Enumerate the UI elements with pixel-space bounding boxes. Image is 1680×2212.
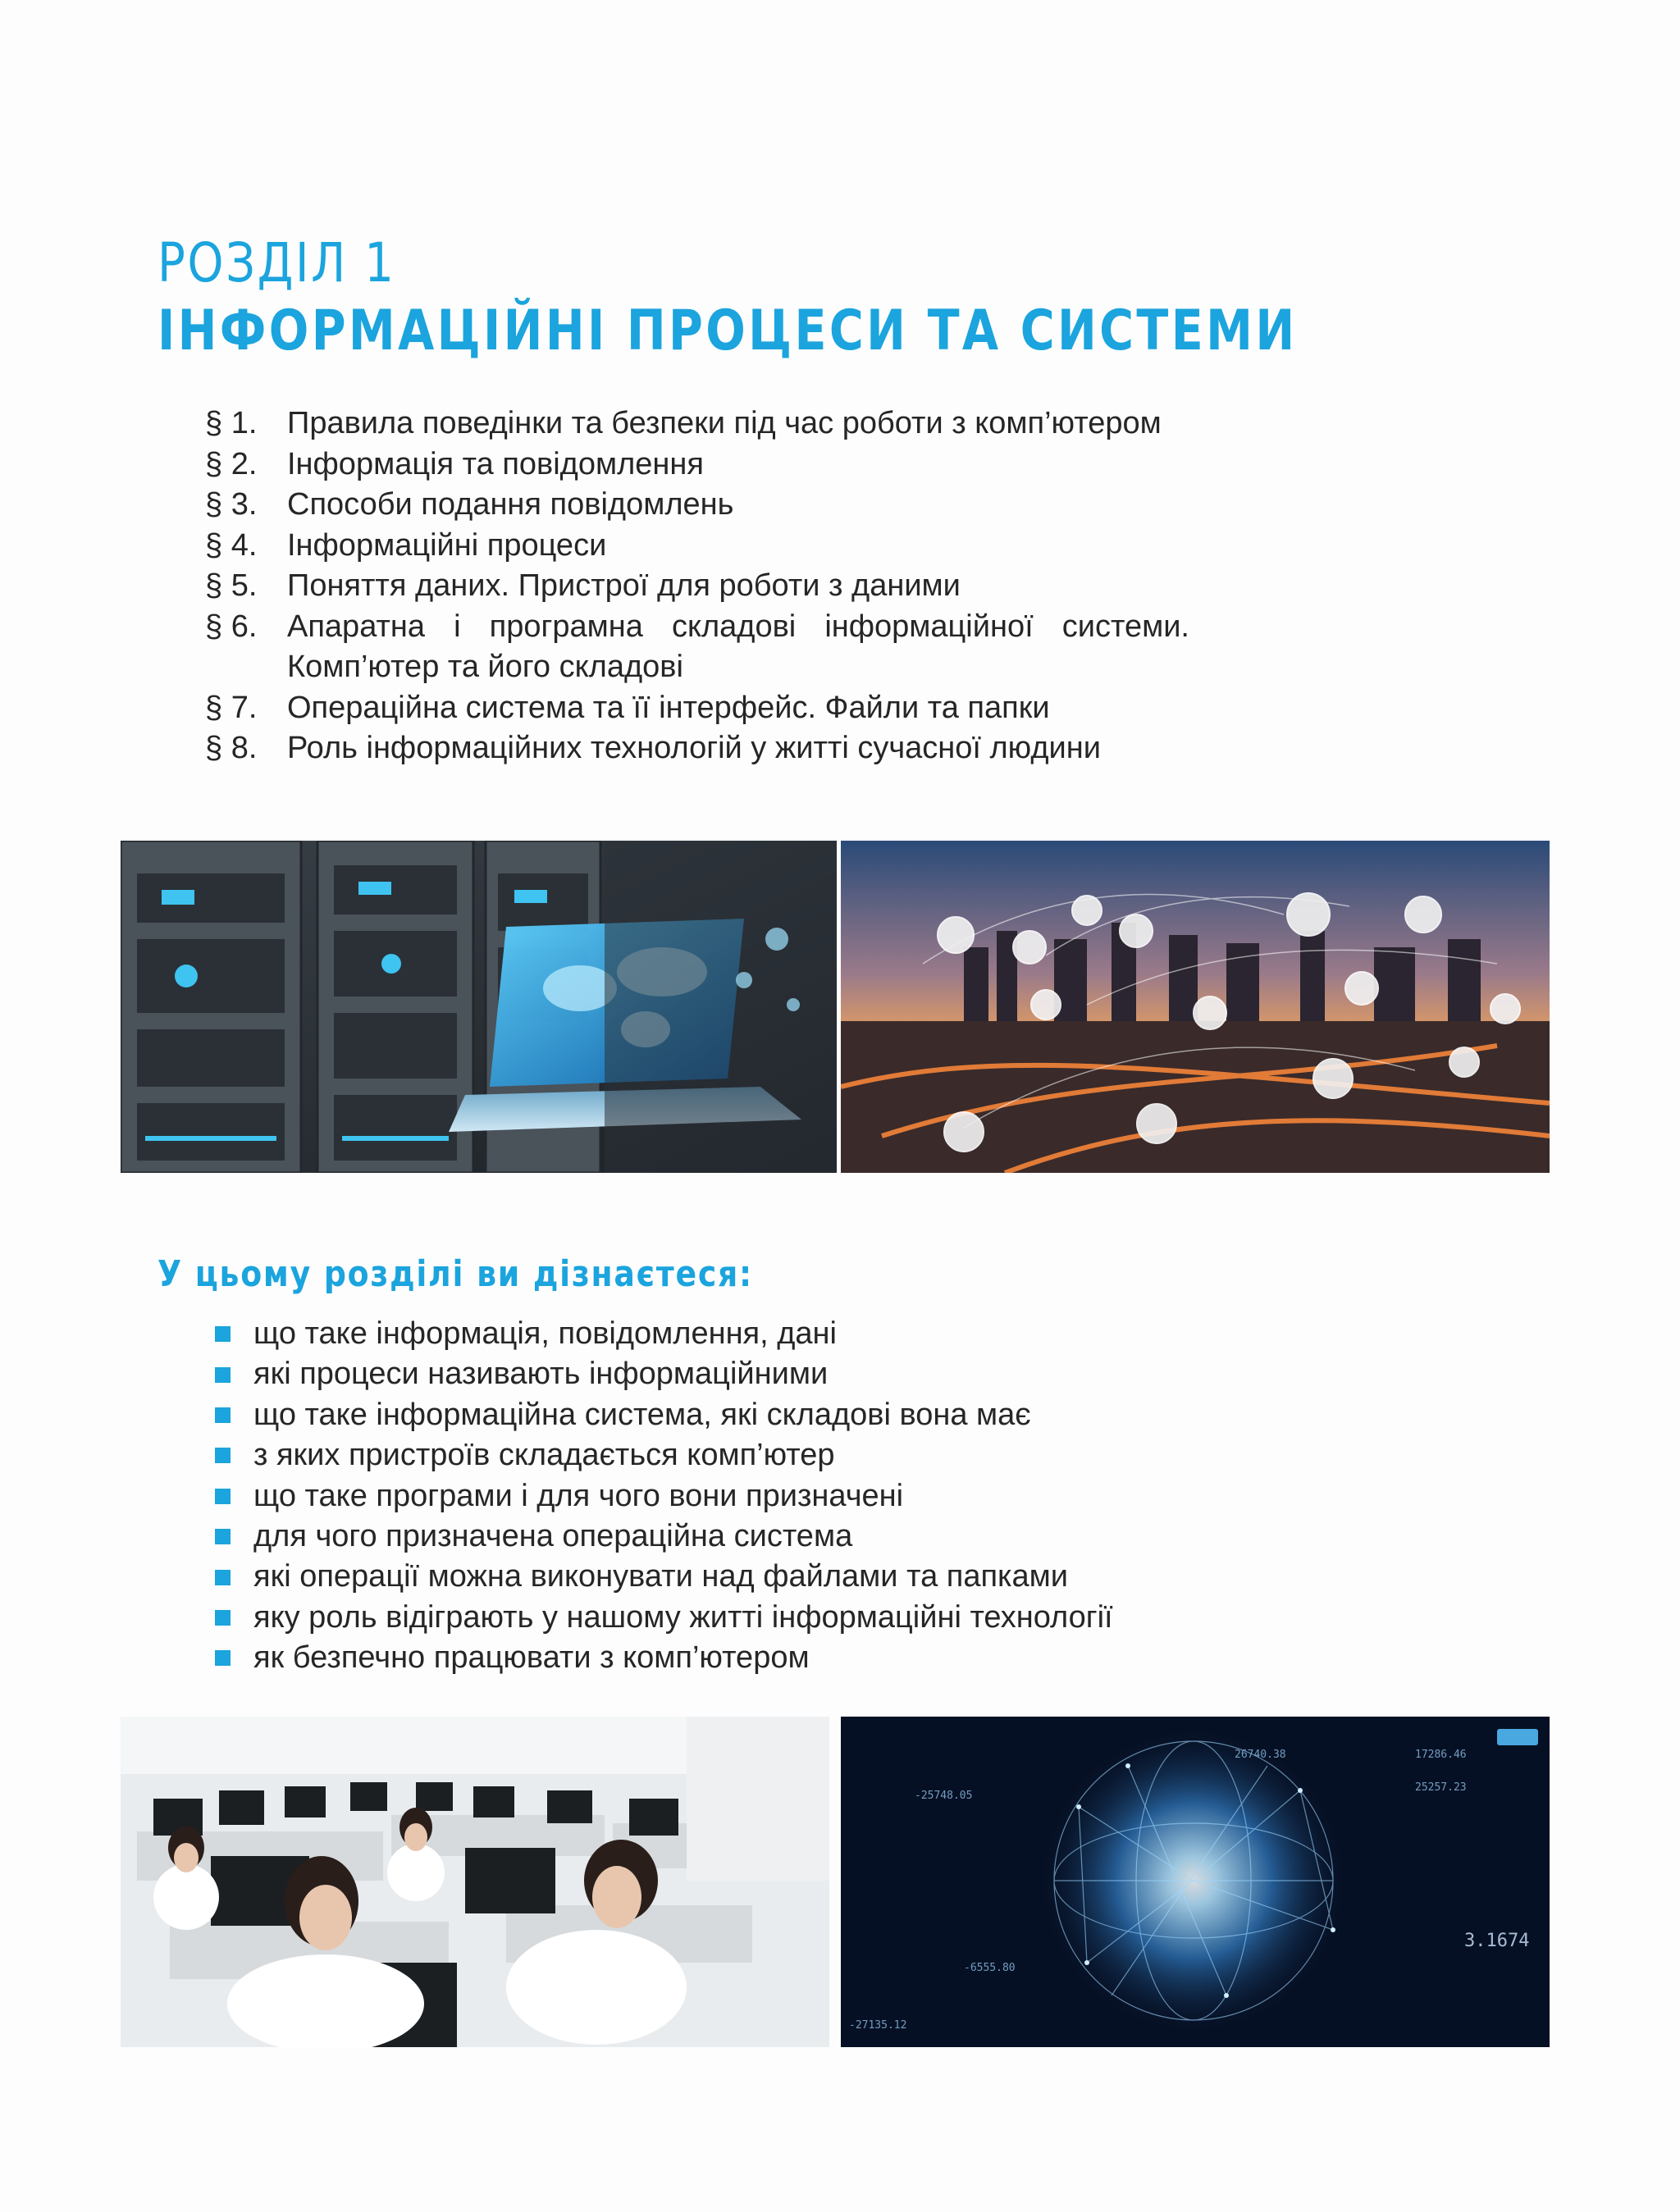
photo-server-room [121,841,837,1173]
square-bullet-icon [215,1407,231,1423]
toc-number: § 3. [205,487,258,522]
toc-number: § 1. [205,406,258,440]
list-item [215,1476,1199,1516]
toc-item[interactable] [205,526,1189,567]
toc-number: § 4. [205,527,258,563]
chapter-label: РОЗДІЛ 1 [158,231,396,294]
square-bullet-icon [215,1367,231,1383]
number-text: 3.1674 [1464,1931,1530,1951]
number-text: -25748.05 [915,1790,973,1802]
toc-number: § 2. [205,446,258,481]
toc-item[interactable] [205,688,1189,729]
toc-title: Поняття даних. Пристрої для роботи з даними [287,568,961,603]
toc-item[interactable] [205,607,1189,688]
toc-number: § 6. [205,609,258,644]
square-bullet-icon [215,1489,231,1504]
list-item [215,1354,1199,1394]
list-item-text: для чого призначена операційна система [253,1519,853,1554]
list-item-text: що таке інформація, повідомлення, дані [253,1316,837,1351]
table-of-contents [205,404,1189,769]
toc-item[interactable] [205,566,1189,607]
toc-item[interactable] [205,445,1189,486]
list-item [215,1638,1199,1678]
toc-title: Апаратна і програмна складові інформаційної системи. Комп’ютер та його складові [287,609,1189,684]
square-bullet-icon [215,1529,231,1544]
list-item [215,1516,1199,1557]
toc-title: Роль інформаційних технологій у житті сучасної людини [287,731,1101,765]
square-bullet-icon [215,1570,231,1585]
list-item-text: як безпечно працювати з комп’ютером [253,1640,810,1676]
toc-title: Інформація та повідомлення [287,446,704,481]
toc-title: Способи подання повідомлень [287,487,734,522]
list-item-text: що таке інформаційна система, які складові вона має [253,1397,1031,1432]
square-bullet-icon [215,1610,231,1626]
list-item-text: з яких пристроїв складається комп’ютер [253,1438,835,1473]
toc-title: Інформаційні процеси [287,527,607,563]
photo-computer-classroom [121,1717,829,2047]
toc-number: § 5. [205,568,258,603]
list-item [215,1598,1199,1638]
number-text: 25257.23 [1415,1781,1467,1794]
list-item-text: яку роль відіграють у нашому житті інформаційні технології [253,1599,1113,1635]
toc-item[interactable] [205,485,1189,526]
learn-heading: У цьому розділі ви дізнаєтеся: [158,1253,753,1295]
square-bullet-icon [215,1650,231,1666]
photo-city-network [841,841,1550,1173]
chapter-title: ІНФОРМАЦІЙНІ ПРОЦЕСИ ТА СИСТЕМИ [158,299,1298,363]
list-item [215,1395,1199,1435]
learn-list [215,1314,1199,1679]
toc-number: § 8. [205,731,258,765]
number-text: -27135.12 [849,2019,907,2032]
list-item-text: які операції можна виконувати над файлами та папками [253,1559,1068,1594]
toc-number: § 7. [205,690,258,725]
number-text: 17286.46 [1415,1749,1467,1761]
list-item-text: що таке програми і для чого вони призначені [253,1478,904,1513]
number-text: 26740.38 [1235,1749,1286,1761]
square-bullet-icon [215,1326,231,1342]
toc-item[interactable] [205,728,1189,769]
number-text: -6555.80 [964,1962,1016,1974]
toc-title: Правила поведінки та безпеки під час роботи з комп’ютером [287,406,1162,440]
list-item [215,1557,1199,1597]
photo-digital-globe [841,1717,1550,2047]
toc-item[interactable] [205,404,1189,445]
list-item [215,1435,1199,1475]
list-item-text: які процеси називають інформаційними [253,1357,829,1392]
square-bullet-icon [215,1448,231,1463]
list-item [215,1314,1199,1354]
toc-title: Операційна система та її інтерфейс. Файли та папки [287,690,1050,725]
